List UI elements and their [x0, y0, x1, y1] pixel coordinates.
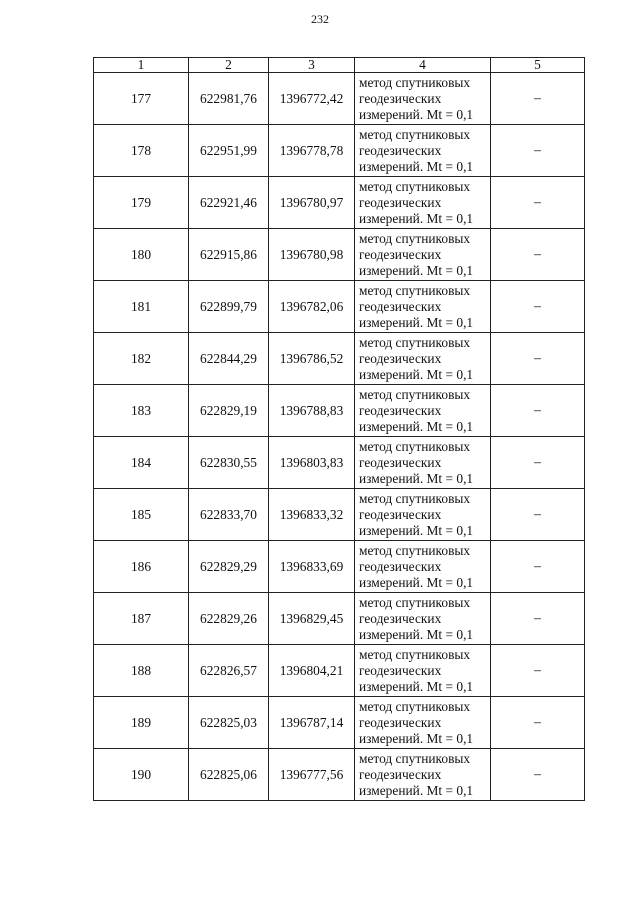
method-line: метод спутниковых: [359, 438, 471, 454]
method-line: метод спутниковых: [359, 750, 471, 766]
note-cell: –: [491, 177, 585, 229]
table-row: [94, 697, 585, 749]
method-line: метод спутниковых: [359, 594, 471, 610]
point-number-cell: 189: [94, 697, 189, 749]
method-line: геодезических: [359, 194, 442, 210]
method-line: измерений. Mt = 0,1: [359, 418, 474, 434]
table-row: [94, 489, 585, 541]
point-number-cell: 184: [94, 437, 189, 489]
table-row: [94, 541, 585, 593]
table-row: [94, 385, 585, 437]
method-line: геодезических: [359, 142, 442, 158]
method-cell: [355, 229, 491, 281]
method-line: метод спутниковых: [359, 282, 471, 298]
x-coordinate-cell: 622915,86: [189, 229, 269, 281]
x-coordinate-cell: 622833,70: [189, 489, 269, 541]
table-row: [94, 593, 585, 645]
table-row: [94, 73, 585, 125]
coordinates-table: [93, 57, 585, 801]
method-cell: [355, 593, 491, 645]
table-row: [94, 177, 585, 229]
table-row: [94, 281, 585, 333]
column-header-5: 5: [491, 58, 585, 73]
x-coordinate-cell: 622825,06: [189, 749, 269, 801]
method-line: геодезических: [359, 90, 442, 106]
method-cell: [355, 281, 491, 333]
note-cell: –: [491, 385, 585, 437]
y-coordinate-cell: 1396772,42: [269, 73, 355, 125]
note-cell: –: [491, 749, 585, 801]
method-line: измерений. Mt = 0,1: [359, 522, 474, 538]
method-line: метод спутниковых: [359, 334, 471, 350]
table-body: [94, 58, 585, 801]
point-number-cell: 180: [94, 229, 189, 281]
method-line: измерений. Mt = 0,1: [359, 158, 474, 174]
x-coordinate-cell: 622921,46: [189, 177, 269, 229]
method-line: измерений. Mt = 0,1: [359, 782, 474, 798]
method-line: метод спутниковых: [359, 178, 471, 194]
column-header-1: 1: [94, 58, 189, 73]
method-line: метод спутниковых: [359, 126, 471, 142]
point-number-cell: 183: [94, 385, 189, 437]
note-cell: –: [491, 489, 585, 541]
method-line: метод спутниковых: [359, 74, 471, 90]
method-cell: [355, 489, 491, 541]
point-number-cell: 190: [94, 749, 189, 801]
column-header-4: 4: [355, 58, 491, 73]
method-line: метод спутниковых: [359, 646, 471, 662]
method-cell: [355, 749, 491, 801]
x-coordinate-cell: 622830,55: [189, 437, 269, 489]
x-coordinate-cell: 622829,19: [189, 385, 269, 437]
column-header-2: 2: [189, 58, 269, 73]
x-coordinate-cell: 622825,03: [189, 697, 269, 749]
method-line: геодезических: [359, 454, 442, 470]
point-number-cell: 178: [94, 125, 189, 177]
method-line: измерений. Mt = 0,1: [359, 210, 474, 226]
note-cell: –: [491, 593, 585, 645]
y-coordinate-cell: 1396787,14: [269, 697, 355, 749]
point-number-cell: 186: [94, 541, 189, 593]
point-number-cell: 182: [94, 333, 189, 385]
method-cell: [355, 541, 491, 593]
method-line: метод спутниковых: [359, 386, 471, 402]
y-coordinate-cell: 1396782,06: [269, 281, 355, 333]
method-cell: [355, 333, 491, 385]
method-line: геодезических: [359, 402, 442, 418]
method-line: геодезических: [359, 714, 442, 730]
x-coordinate-cell: 622981,76: [189, 73, 269, 125]
point-number-cell: 179: [94, 177, 189, 229]
y-coordinate-cell: 1396780,98: [269, 229, 355, 281]
method-line: метод спутниковых: [359, 698, 471, 714]
point-number-cell: 177: [94, 73, 189, 125]
method-line: геодезических: [359, 298, 442, 314]
x-coordinate-cell: 622829,26: [189, 593, 269, 645]
y-coordinate-cell: 1396829,45: [269, 593, 355, 645]
note-cell: –: [491, 697, 585, 749]
method-line: геодезических: [359, 610, 442, 626]
table-row: [94, 125, 585, 177]
y-coordinate-cell: 1396778,78: [269, 125, 355, 177]
table-row: [94, 333, 585, 385]
point-number-cell: 187: [94, 593, 189, 645]
y-coordinate-cell: 1396788,83: [269, 385, 355, 437]
x-coordinate-cell: 622826,57: [189, 645, 269, 697]
y-coordinate-cell: 1396833,32: [269, 489, 355, 541]
method-line: геодезических: [359, 506, 442, 522]
method-line: измерений. Mt = 0,1: [359, 366, 474, 382]
table-row: [94, 437, 585, 489]
method-line: метод спутниковых: [359, 542, 471, 558]
x-coordinate-cell: 622844,29: [189, 333, 269, 385]
y-coordinate-cell: 1396777,56: [269, 749, 355, 801]
method-line: измерений. Mt = 0,1: [359, 470, 474, 486]
method-line: геодезических: [359, 766, 442, 782]
table-row: [94, 749, 585, 801]
method-cell: [355, 73, 491, 125]
method-line: измерений. Mt = 0,1: [359, 106, 474, 122]
method-line: измерений. Mt = 0,1: [359, 626, 474, 642]
method-line: геодезических: [359, 558, 442, 574]
method-cell: [355, 385, 491, 437]
x-coordinate-cell: 622951,99: [189, 125, 269, 177]
y-coordinate-cell: 1396780,97: [269, 177, 355, 229]
table-row: [94, 645, 585, 697]
y-coordinate-cell: 1396803,83: [269, 437, 355, 489]
point-number-cell: 185: [94, 489, 189, 541]
method-line: метод спутниковых: [359, 490, 471, 506]
x-coordinate-cell: 622899,79: [189, 281, 269, 333]
method-cell: [355, 645, 491, 697]
note-cell: –: [491, 333, 585, 385]
y-coordinate-cell: 1396786,52: [269, 333, 355, 385]
y-coordinate-cell: 1396804,21: [269, 645, 355, 697]
method-line: метод спутниковых: [359, 230, 471, 246]
method-line: измерений. Mt = 0,1: [359, 730, 474, 746]
note-cell: –: [491, 229, 585, 281]
method-cell: [355, 697, 491, 749]
table-row: [94, 229, 585, 281]
y-coordinate-cell: 1396833,69: [269, 541, 355, 593]
note-cell: –: [491, 541, 585, 593]
note-cell: –: [491, 125, 585, 177]
method-line: измерений. Mt = 0,1: [359, 574, 474, 590]
method-cell: [355, 437, 491, 489]
x-coordinate-cell: 622829,29: [189, 541, 269, 593]
method-cell: [355, 177, 491, 229]
note-cell: –: [491, 281, 585, 333]
column-header-3: 3: [269, 58, 355, 73]
method-line: измерений. Mt = 0,1: [359, 262, 474, 278]
method-cell: [355, 125, 491, 177]
method-line: геодезических: [359, 662, 442, 678]
method-line: измерений. Mt = 0,1: [359, 678, 474, 694]
note-cell: –: [491, 437, 585, 489]
point-number-cell: 181: [94, 281, 189, 333]
method-line: геодезических: [359, 350, 442, 366]
method-line: геодезических: [359, 246, 442, 262]
note-cell: –: [491, 645, 585, 697]
page-number: 232: [311, 12, 329, 26]
point-number-cell: 188: [94, 645, 189, 697]
method-line: измерений. Mt = 0,1: [359, 314, 474, 330]
note-cell: –: [491, 73, 585, 125]
table-header-row: [94, 58, 585, 73]
